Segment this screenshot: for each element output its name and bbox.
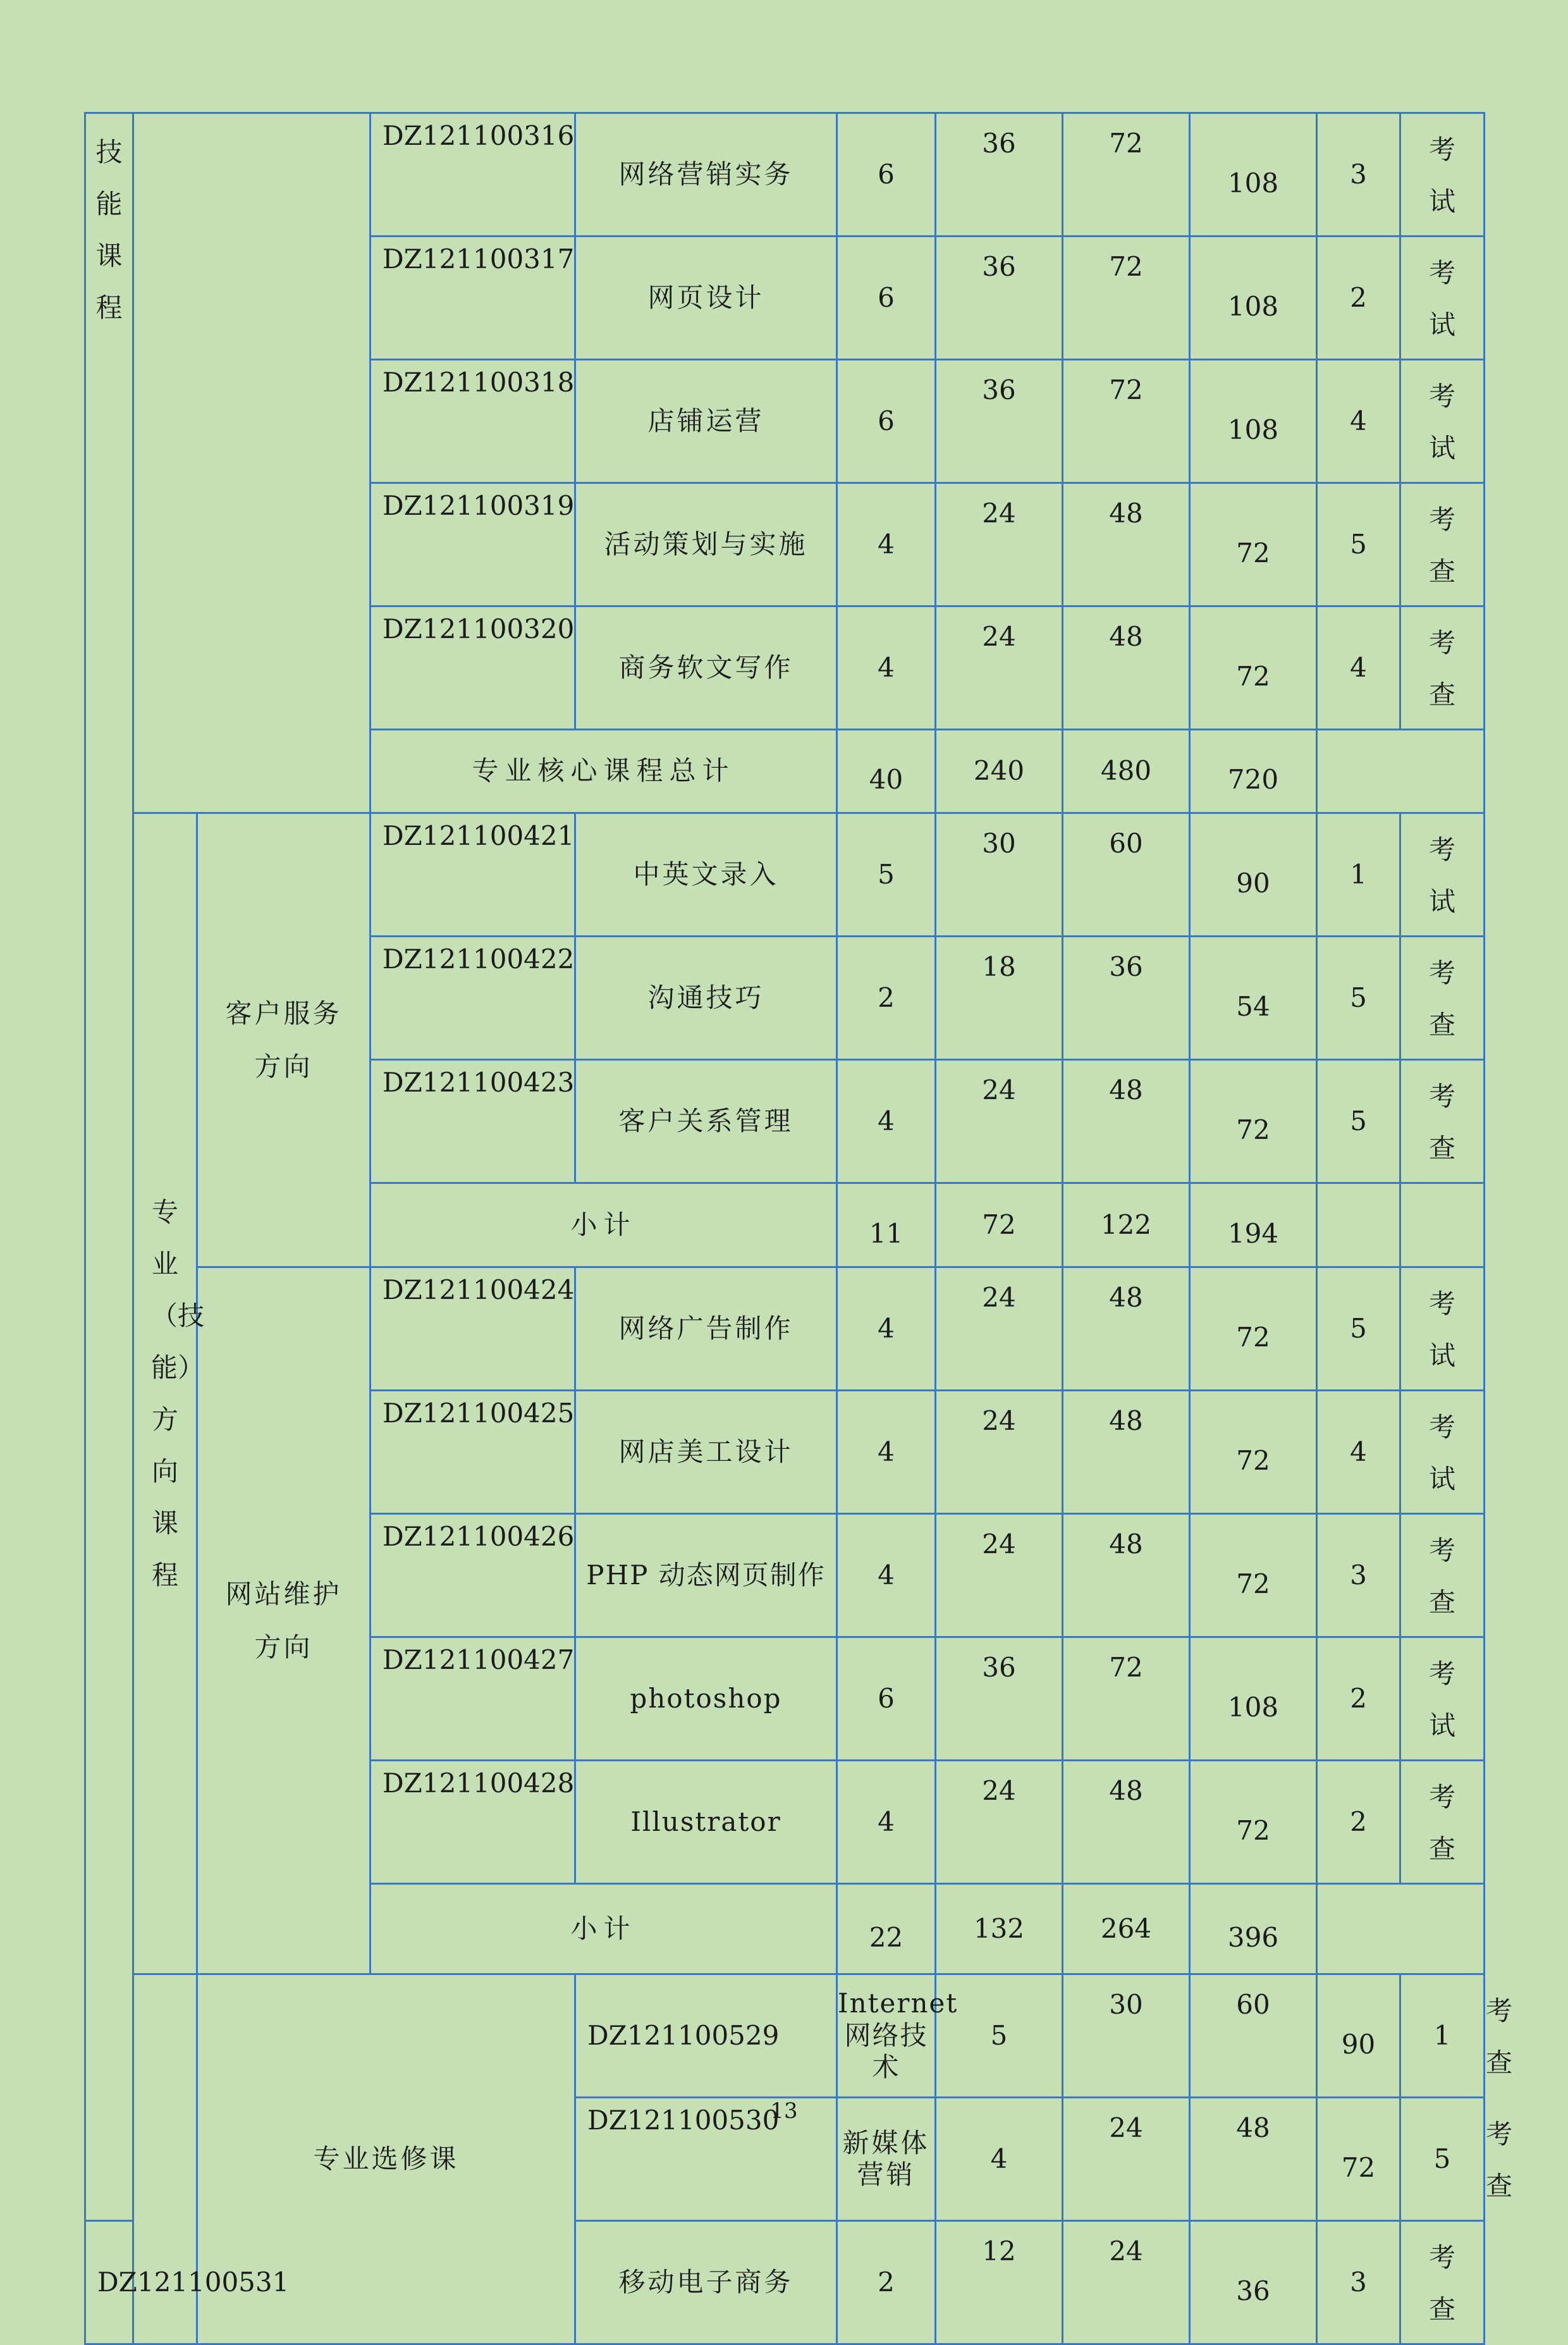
course-semester: 4 <box>1317 606 1400 730</box>
subtotal-empty <box>1317 1183 1400 1267</box>
course-semester: 3 <box>1317 2221 1400 2344</box>
course-code: DZ121100531 <box>85 2221 133 2344</box>
customer-service-direction: 客户服务方向 <box>197 813 371 1267</box>
course-assessment: 考查 <box>1400 937 1485 1060</box>
core-total-credits: 40 <box>837 730 936 813</box>
course-theory-hours: 24 <box>936 1391 1063 1514</box>
course-name: 商务软文写作 <box>575 606 837 730</box>
course-total-hours: 36 <box>1190 2221 1317 2344</box>
course-credits: 6 <box>837 237 936 360</box>
course-assessment: 考试 <box>1400 113 1485 237</box>
course-theory-hours: 30 <box>936 813 1063 937</box>
course-total-hours: 72 <box>1190 606 1317 730</box>
course-assessment: 考查 <box>1400 1514 1485 1637</box>
course-credits: 6 <box>837 1637 936 1761</box>
course-total-hours: 108 <box>1190 237 1317 360</box>
course-semester: 1 <box>1317 813 1400 937</box>
course-name: PHP 动态网页制作 <box>575 1514 837 1637</box>
course-code: DZ121100529 <box>575 1974 837 2098</box>
course-theory-hours: 36 <box>936 113 1063 237</box>
subtotal-label: 小计 <box>371 1183 837 1267</box>
course-practice-hours: 60 <box>1190 1974 1317 2098</box>
course-semester: 1 <box>1400 1974 1485 2098</box>
course-assessment: 考查 <box>1400 1060 1485 1183</box>
subtotal-empty <box>1317 1884 1485 1974</box>
course-semester: 5 <box>1317 1060 1400 1183</box>
course-semester: 2 <box>1317 1761 1400 1884</box>
course-credits: 4 <box>837 483 936 606</box>
core-category-cell <box>133 113 371 813</box>
table-row <box>85 1267 1485 1391</box>
course-practice-hours: 48 <box>1190 2098 1317 2221</box>
course-assessment: 考查 <box>1400 1761 1485 1884</box>
course-credits: 4 <box>837 1514 936 1637</box>
subtotal-theory: 72 <box>936 1183 1063 1267</box>
course-assessment: 考试 <box>1400 1267 1485 1391</box>
course-credits: 4 <box>837 1761 936 1884</box>
course-semester: 5 <box>1317 937 1400 1060</box>
course-total-hours: 72 <box>1190 1761 1317 1884</box>
subtotal-practice: 264 <box>1063 1884 1190 1974</box>
course-credits: 4 <box>837 1060 936 1183</box>
course-theory-hours: 18 <box>936 937 1063 1060</box>
course-semester: 2 <box>1317 1637 1400 1761</box>
course-total-hours: 72 <box>1317 2098 1400 2221</box>
course-semester: 2 <box>1317 237 1400 360</box>
course-credits: 4 <box>837 606 936 730</box>
course-theory-hours: 30 <box>1063 1974 1190 2098</box>
course-assessment: 考试 <box>1400 237 1485 360</box>
course-total-hours: 90 <box>1190 813 1317 937</box>
course-credits: 6 <box>837 113 936 237</box>
course-code: DZ121100316 <box>371 113 575 237</box>
course-assessment: 考试 <box>1400 1637 1485 1761</box>
course-total-hours: 108 <box>1190 113 1317 237</box>
course-credits: 4 <box>837 1391 936 1514</box>
course-semester: 4 <box>1317 1391 1400 1514</box>
course-name: 移动电子商务 <box>575 2221 837 2344</box>
core-total-empty <box>1317 730 1485 813</box>
course-code: DZ121100426 <box>371 1514 575 1637</box>
web-maintenance-direction: 网站维护方向 <box>197 1267 371 1974</box>
course-practice-hours: 72 <box>1063 1637 1190 1761</box>
course-name: Internet 网络技术 <box>837 1974 936 2098</box>
course-total-hours: 108 <box>1190 360 1317 483</box>
table-row <box>85 813 1485 937</box>
course-theory-hours: 24 <box>936 483 1063 606</box>
course-assessment: 考试 <box>1400 360 1485 483</box>
course-practice-hours: 48 <box>1063 1060 1190 1183</box>
course-credits: 4 <box>837 1267 936 1391</box>
subtotal-hours: 194 <box>1190 1183 1317 1267</box>
course-code: DZ121100320 <box>371 606 575 730</box>
course-assessment: 考查 <box>1400 2221 1485 2344</box>
course-name: 网店美工设计 <box>575 1391 837 1514</box>
course-semester: 5 <box>1317 1267 1400 1391</box>
subtotal-credits: 11 <box>837 1183 936 1267</box>
course-theory-hours: 36 <box>936 360 1063 483</box>
core-total-practice: 480 <box>1063 730 1190 813</box>
course-credits: 5 <box>936 1974 1063 2098</box>
course-name: 活动策划与实施 <box>575 483 837 606</box>
course-code: DZ121100317 <box>371 237 575 360</box>
course-assessment: 考试 <box>1400 813 1485 937</box>
table-row <box>85 113 1485 237</box>
course-name: 店铺运营 <box>575 360 837 483</box>
course-theory-hours: 36 <box>936 237 1063 360</box>
course-total-hours: 72 <box>1190 1391 1317 1514</box>
course-total-hours: 108 <box>1190 1637 1317 1761</box>
course-assessment: 考查 <box>1400 606 1485 730</box>
curriculum-table <box>84 112 1512 2345</box>
subtotal-theory: 132 <box>936 1884 1063 1974</box>
course-semester: 5 <box>1400 2098 1485 2221</box>
subtotal-empty <box>1400 1183 1485 1267</box>
course-semester: 5 <box>1317 483 1400 606</box>
course-total-hours: 72 <box>1190 1267 1317 1391</box>
course-semester: 3 <box>1317 113 1400 237</box>
core-total-hours: 720 <box>1190 730 1317 813</box>
subtotal-practice: 122 <box>1063 1183 1190 1267</box>
course-theory-hours: 24 <box>936 606 1063 730</box>
elective-category: 专业选修课 <box>197 1974 575 2344</box>
course-practice-hours: 48 <box>1063 1514 1190 1637</box>
table-row: DZ121100530 新媒体营销 4 24 48 72 5 考查 <box>85 2098 1485 2221</box>
course-practice-hours: 48 <box>1063 606 1190 730</box>
subtotal-credits: 22 <box>837 1884 936 1974</box>
course-name: 网页设计 <box>575 237 837 360</box>
course-code: DZ121100421 <box>371 813 575 937</box>
course-practice-hours: 72 <box>1063 237 1190 360</box>
course-theory-hours: 12 <box>936 2221 1063 2344</box>
direction-category: 专业（技能）方向课程 <box>133 813 197 1974</box>
course-practice-hours: 48 <box>1063 1761 1190 1884</box>
course-theory-hours: 24 <box>936 1761 1063 1884</box>
course-theory-hours: 24 <box>936 1514 1063 1637</box>
course-practice-hours: 72 <box>1063 113 1190 237</box>
course-total-hours: 72 <box>1190 1514 1317 1637</box>
course-practice-hours: 48 <box>1063 1267 1190 1391</box>
course-code: DZ121100318 <box>371 360 575 483</box>
course-total-hours: 54 <box>1190 937 1317 1060</box>
subtotal-hours: 396 <box>1190 1884 1317 1974</box>
course-semester: 3 <box>1317 1514 1400 1637</box>
course-assessment: 考试 <box>1400 1391 1485 1514</box>
course-theory-hours: 24 <box>936 1060 1063 1183</box>
course-name: 沟通技巧 <box>575 937 837 1060</box>
course-theory-hours: 36 <box>936 1637 1063 1761</box>
course-name: 中英文录入 <box>575 813 837 937</box>
course-practice-hours: 36 <box>1063 937 1190 1060</box>
course-assessment: 考查 <box>1400 483 1485 606</box>
course-semester: 4 <box>1317 360 1400 483</box>
course-code: DZ121100422 <box>371 937 575 1060</box>
course-credits: 6 <box>837 360 936 483</box>
course-practice-hours: 60 <box>1063 813 1190 937</box>
course-code: DZ121100428 <box>371 1761 575 1884</box>
course-theory-hours: 24 <box>936 1267 1063 1391</box>
course-name: 新媒体营销 <box>837 2098 936 2221</box>
course-code: DZ121100530 <box>575 2098 837 2221</box>
course-code: DZ121100423 <box>371 1060 575 1183</box>
course-code: DZ121100427 <box>371 1637 575 1761</box>
course-credits: 2 <box>837 937 936 1060</box>
course-code: DZ121100319 <box>371 483 575 606</box>
course-practice-hours: 48 <box>1063 1391 1190 1514</box>
course-total-hours: 72 <box>1190 483 1317 606</box>
course-code: DZ121100425 <box>371 1391 575 1514</box>
course-name: 客户关系管理 <box>575 1060 837 1183</box>
course-name: 网络营销实务 <box>575 113 837 237</box>
course-practice-hours: 24 <box>1063 2221 1190 2344</box>
course-name: Illustrator <box>575 1761 837 1884</box>
course-theory-hours: 24 <box>1063 2098 1190 2221</box>
core-total-label: 专业核心课程总计 <box>371 730 837 813</box>
course-name: photoshop <box>575 1637 837 1761</box>
category-skill-courses: 技能课程 <box>85 113 133 2221</box>
page-number: 13 <box>770 2098 798 2124</box>
course-code: DZ121100424 <box>371 1267 575 1391</box>
course-credits: 5 <box>837 813 936 937</box>
table-row: 专业选修课 DZ121100529 Internet 网络技术 5 30 60 90 1 考查 <box>85 1974 1485 2098</box>
course-credits: 4 <box>936 2098 1063 2221</box>
course-total-hours: 90 <box>1317 1974 1400 2098</box>
subtotal-label: 小计 <box>371 1884 837 1974</box>
course-credits: 2 <box>837 2221 936 2344</box>
course-name: 网络广告制作 <box>575 1267 837 1391</box>
course-total-hours: 72 <box>1190 1060 1317 1183</box>
course-practice-hours: 48 <box>1063 483 1190 606</box>
core-total-theory: 240 <box>936 730 1063 813</box>
course-practice-hours: 72 <box>1063 360 1190 483</box>
